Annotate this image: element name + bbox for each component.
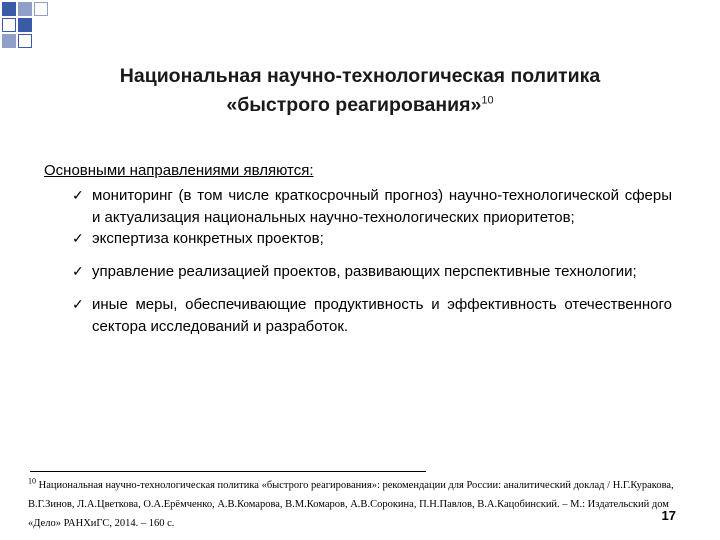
footnote-ref: 10 xyxy=(481,94,494,107)
list-item-text: экспертиза конкретных проектов; xyxy=(92,230,324,247)
list-item-text: иные меры, обеспечивающие продуктивность и эффективность отечественного сектора исследований и разработок. xyxy=(92,296,672,335)
slide-title xyxy=(40,62,680,120)
list-item xyxy=(72,261,672,283)
list-item xyxy=(72,228,672,250)
checkmark-icon: ✓ xyxy=(72,187,84,203)
decor-square-6 xyxy=(2,34,16,48)
page-number: 17 xyxy=(661,508,676,523)
decor-square-4 xyxy=(18,18,32,32)
slide-title-line2 xyxy=(40,91,680,120)
checkmark-icon: ✓ xyxy=(72,296,84,312)
decor-square-1 xyxy=(2,2,16,16)
list-item-text: управление реализацией проектов, развивающих перспективные технологии; xyxy=(92,262,637,280)
footnote-text: Национальная научно-технологическая политика «быстрого реагирования»: рекомендации для России: аналитический доклад / Н.Г.Куракова, В.Г.Зинов, Л.А.Цветкова, О.А.Ерёмченко, А.В.Комарова, В.М.Комаров, А.В.Сорокина, П.Н.Павлов, В.А.Кацобинский. – М.: Издательский дом «Дело» РАНХиГС, 2014. – 160 с. xyxy=(28,480,674,529)
list-item xyxy=(72,185,672,228)
slide-title-text2: «быстрого реагирования» xyxy=(226,94,482,116)
list-item xyxy=(72,294,672,337)
decor-square-5 xyxy=(34,2,48,16)
footnote-marker: 10 xyxy=(28,476,36,486)
intro-text: Основными направлениями являются: xyxy=(44,162,314,179)
checkmark-icon: ✓ xyxy=(72,230,84,246)
slide-title-line1: Национальная научно-технологическая политика xyxy=(119,65,601,87)
list-item-text: мониторинг (в том числе краткосрочный прогноз) научно-технологической сферы и актуализация национальных научно-технологических приоритетов; xyxy=(92,187,672,226)
checkmark-icon: ✓ xyxy=(72,262,84,279)
footnote-separator xyxy=(30,471,426,472)
decor-square-3 xyxy=(2,18,16,32)
decor-square-7 xyxy=(18,34,32,48)
decor-square-2 xyxy=(18,2,32,16)
bullet-list xyxy=(72,185,672,337)
footnote xyxy=(28,476,698,533)
